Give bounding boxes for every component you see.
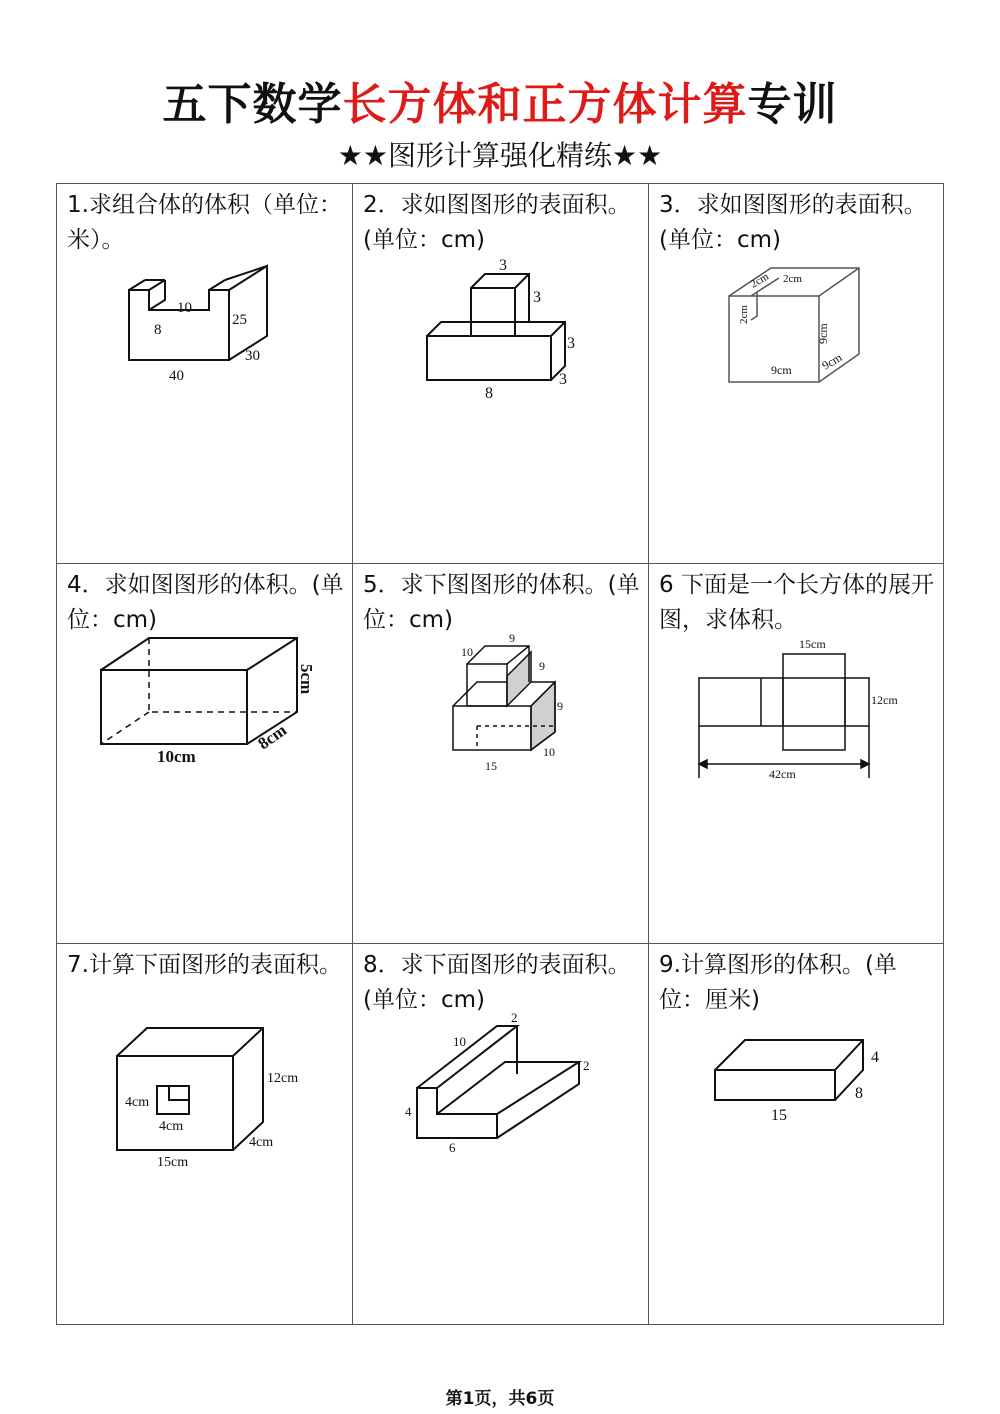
figure-label: 2cm [748,270,771,291]
figure-6 [649,564,943,944]
figure-label: 15 [771,1107,787,1124]
figure-label: 10 [543,745,555,759]
figure-label: 2cm [783,273,802,285]
question-1 [57,184,353,564]
question-6 [649,564,943,944]
figure-9 [649,944,943,1324]
figure-label: 12cm [871,693,898,707]
figure-label: 9cm [819,350,845,373]
figure-label: 8 [154,322,162,338]
figure-label: 10 [461,645,473,659]
question-9 [649,944,943,1324]
question-grid [56,183,944,1325]
figure-label: 4cm [159,1119,184,1134]
figure-label: 15cm [799,637,826,651]
page-footer: 第1页，共6页 [445,1389,555,1409]
figure-label: 9cm [816,323,830,344]
question-text: 2．求如图图形的表面积。(单位：cm) [363,192,631,253]
figure-label: 3 [567,335,575,352]
figure-label: 12cm [267,1071,299,1086]
figure-label: 15 [485,759,497,773]
question-4 [57,564,353,944]
figure-label: 10cm [157,747,196,766]
title-part-3: 专训 [747,79,838,130]
figure-label: 8cm [254,720,291,754]
figure-label: 3 [499,257,507,274]
figure-label: 4cm [249,1135,274,1150]
question-text: 6 下面是一个长方体的展开图，求体积。 [659,572,934,633]
figure-label: 9 [539,659,545,673]
question-7 [57,944,353,1324]
question-5 [353,564,649,944]
figure-8 [353,944,649,1324]
figure-label: 4cm [125,1095,150,1110]
figure-label: 9cm [771,363,792,377]
figure-label: 4 [405,1104,412,1119]
figure-label: 3 [559,371,567,388]
question-text: 5．求下图图形的体积。(单位：cm) [363,572,640,633]
figure-label: 10 [453,1034,466,1049]
figure-label: 5cm [297,664,316,695]
figure-label: 10 [177,300,192,316]
figure-3 [649,184,943,564]
question-text: 8．求下面图形的表面积。(单位：cm) [363,952,631,1013]
figure-7 [57,944,353,1324]
question-2 [353,184,649,564]
figure-label: 6 [449,1140,456,1155]
figure-label: 25 [232,312,247,328]
title-part-2: 长方体和正方体计算 [342,79,748,130]
figure-label: 8 [855,1085,863,1102]
figure-label: 42cm [769,767,796,781]
question-text: 4．求如图图形的体积。(单位：cm) [67,572,344,633]
page-title [0,68,1000,132]
figure-label: 8 [485,385,493,402]
figure-label: 30 [245,348,260,364]
figure-label: 3 [533,289,541,306]
question-text: 7.计算下面图形的表面积。 [67,952,342,978]
figure-label: 40 [169,368,184,384]
figure-4 [57,564,353,944]
question-8 [353,944,649,1324]
question-3 [649,184,943,564]
figure-label: 15cm [157,1155,189,1170]
figure-5 [353,564,649,944]
figure-label: 2cm [738,305,750,324]
figure-1 [57,184,353,564]
question-text: 3．求如图图形的表面积。(单位：cm) [659,192,927,253]
page-subtitle: ★★图形计算强化精练★★ [337,139,663,172]
question-text: 1.求组合体的体积（单位：米）。 [67,192,342,253]
title-part-1: 五下数学 [162,79,343,130]
figure-label: 9 [557,699,563,713]
question-text: 9.计算图形的体积。(单位：厘米) [659,952,897,1013]
figure-label: 4 [871,1049,879,1066]
figure-label: 9 [509,631,515,645]
figure-label: 2 [583,1058,590,1073]
figure-2 [353,184,649,564]
figure-label: 2 [511,1010,518,1025]
